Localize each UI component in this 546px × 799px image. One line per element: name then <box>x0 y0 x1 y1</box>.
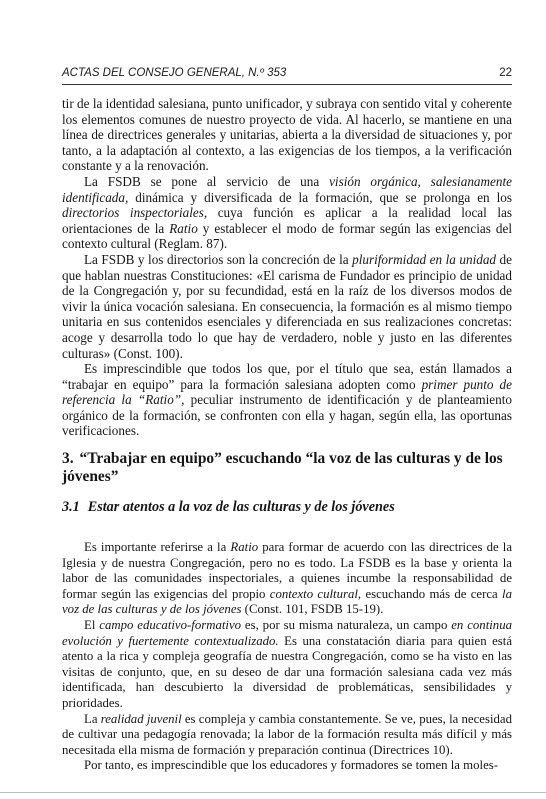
paragraph: La FSDB y los directorios son la concreción de la pluriformidad en la unidad de que hablan nuestras Constituciones: «El carisma de Fundador es principio de unidad de la Congregación y, por su fecundidad, está en la raíz de los diversos modos de vivir la única vocación salesiana. En consecuencia, la formación es al mismo tiempo unitaria en sus contenidos esenciales y diferenciada en sus realizaciones concretas: acoge y desarrolla todo lo que hay de verdadero, noble y justo en las diferentes culturas» (Const. 100). <box>62 251 512 361</box>
paragraph: El campo educativo-formativo es, por su misma naturaleza, un campo en continua evolución y fuertemente contextualizado. Es una constatación diaria para quien está atento a la rica y compleja geografía de nuestra Congregación, como se ha visto en las visitas de conjunto, que, en su deseo de dar una formación salesiana cada vez más identificada, han descubierto la diversidad de problemáticas, sensibilidades y prioridades. <box>62 617 513 710</box>
header-rule <box>62 84 512 85</box>
body-text-top <box>62 96 512 439</box>
paragraph: Por tanto, es imprescindible que los educadores y formadores se tomen la moles- <box>84 758 499 773</box>
body-text-bottom <box>62 540 512 774</box>
paragraph: Es importante referirse a la Ratio para formar de acuerdo con las directrices de la Iglesia y de nuestra Congregación, pero no es todo. La FSDB es la base y orienta la labor de las comunidades inspectoriales, a quienes incumbe la responsabilidad de formar según las exigencias del propio contexto cultural, escuchando más de cerca la voz de las culturas y de los jóvenes (Const. 101, FSDB 15-19). <box>62 540 513 617</box>
paragraph: tir de la identidad salesiana, punto unificador, y subraya con sentido vital y coherente los elementos comunes de nuestro proyecto de vida. Al hacerlo, se mantiene en una línea de directrices generales y unitarias, abierta a la diversidad de situaciones y, por tanto, a la adaptación al contexto, a las exigencias de los tiempos, a la verificación constante y a la renovación. <box>62 96 512 174</box>
subsection-heading: 3.1 Estar atentos a la voz de las culturas y de los jóvenes <box>62 499 395 515</box>
page-edge <box>0 792 546 793</box>
page-number: 22 <box>499 67 512 79</box>
paragraph: La FSDB se pone al servicio de una visión orgánica, salesianamente identificada, dinámica y diversificada de la formación, que se prolonga en los directorios inspectoriales, cuya función es aplicar a la realidad local las orientaciones de la Ratio y establecer el modo de formar según las exigencias del contexto cultural (Reglam. 87). <box>62 173 512 252</box>
paragraph: Es imprescindible que todos los que, por el título que sea, están llamados a “trabajar en equipo” para la formación salesiana adopten como primer punto de referencia la “Ratio”, peculiar instrumento de identificación y de planteamiento orgánico de la formación, se confronten con ella y hagan, según ella, las oportunas verificaciones. <box>62 361 512 439</box>
header-title: ACTAS DEL CONSEJO GENERAL, N.º 353 <box>62 67 287 79</box>
section-heading: 3. “Trabajar en equipo” escuchando “la voz de las culturas y de los jóvenes” <box>62 450 503 485</box>
paragraph: La realidad juvenil es compleja y cambia constantemente. Se ve, pues, la necesidad de cultivar una pedagogía renovada; la labor de la formación resulta más difícil y más necesitada ella misma de formación y preparación continua (Directrices 10). <box>62 711 512 757</box>
